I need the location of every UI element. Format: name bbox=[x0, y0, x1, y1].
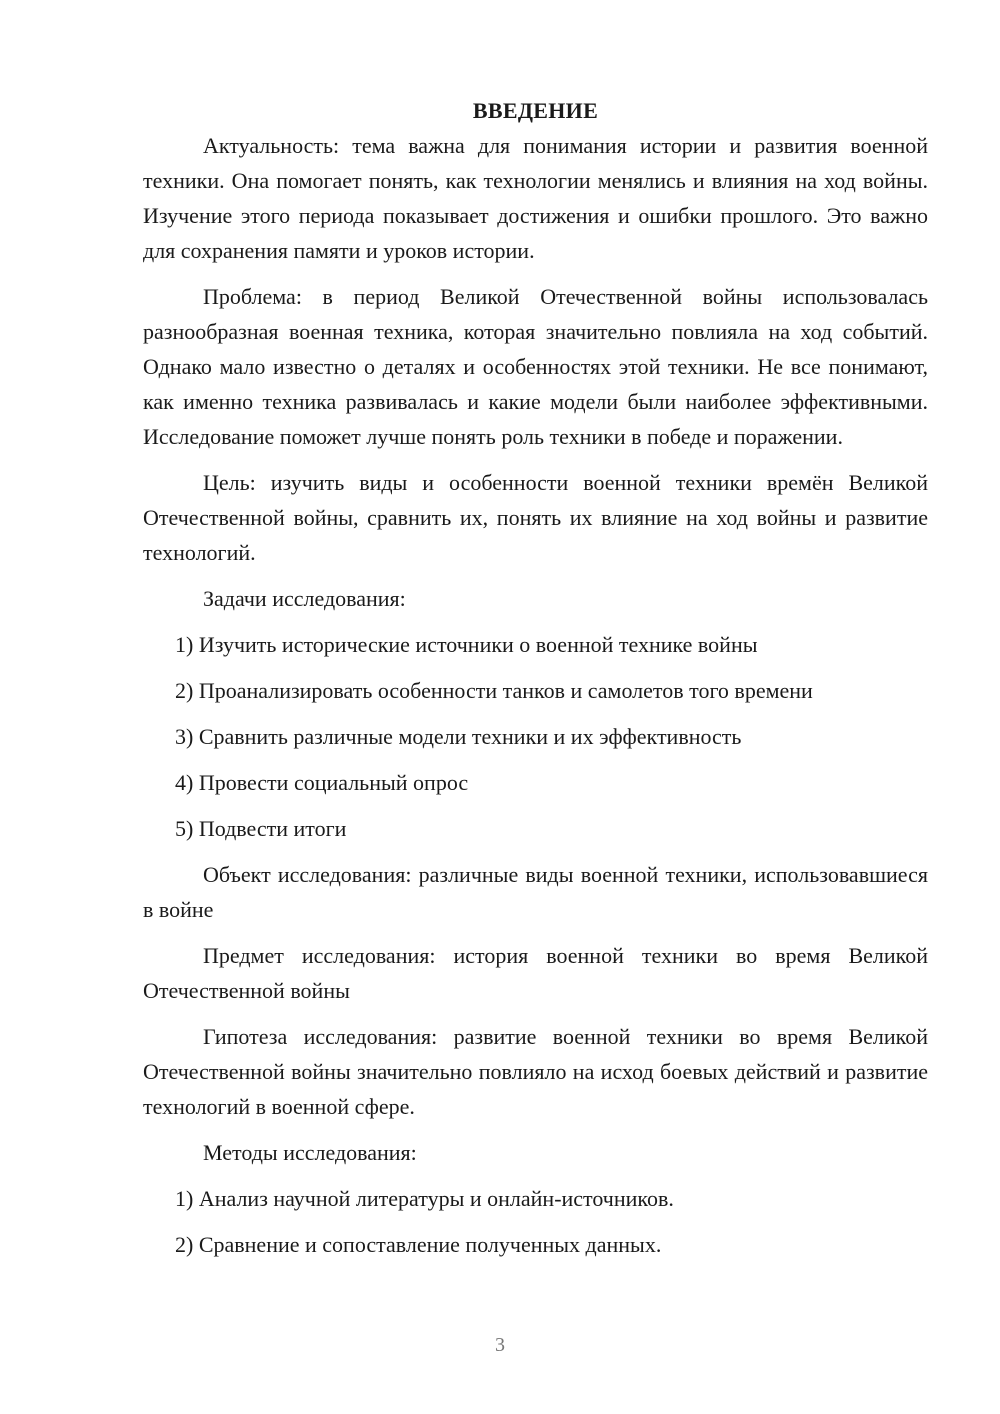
task-item: 5) Подвести итоги bbox=[175, 816, 347, 841]
page-title: ВВЕДЕНИЕ bbox=[472, 98, 599, 123]
methods-title: Методы исследования: bbox=[203, 1140, 417, 1165]
method-item: 2) Сравнение и сопоставление полученных данных. bbox=[175, 1232, 662, 1257]
problem-paragraph: Проблема: в период Великой Отечественной войны использовалась разнообразная военная техника, которая значительно повлияла на ход событий. Однако мало известно о деталях и особенностях этой техники. Не все понимают, как именно техника развивалась и какие модели были наиболее эффективными. Исследование поможет лучше понять роль техники в победе и поражении. bbox=[143, 284, 928, 449]
task-item: 2) Проанализировать особенности танков и самолетов того времени bbox=[175, 678, 813, 703]
hypothesis-paragraph: Гипотеза исследования: развитие военной техники во время Великой Отечественной войны значительно повлияло на исход боевых действий и развитие технологий в военной сфере. bbox=[143, 1024, 928, 1119]
task-item: 4) Провести социальный опрос bbox=[175, 770, 469, 795]
task-item: 1) Изучить исторические источники о военной технике войны bbox=[175, 632, 758, 657]
subject-paragraph: Предмет исследования: история военной техники во время Великой Отечественной войны bbox=[143, 943, 928, 1003]
tasks-title: Задачи исследования: bbox=[203, 586, 406, 611]
page-number: 3 bbox=[495, 1334, 505, 1356]
goal-paragraph: Цель: изучить виды и особенности военной техники времён Великой Отечественной войны, сравнить их, понять их влияние на ход войны и развитие технологий. bbox=[143, 470, 928, 565]
object-paragraph: Объект исследования: различные виды военной техники, использовавшиеся в войне bbox=[143, 862, 928, 922]
task-item: 3) Сравнить различные модели техники и их эффективность bbox=[175, 724, 742, 749]
document-page bbox=[143, 94, 928, 1273]
method-item: 1) Анализ научной литературы и онлайн-источников. bbox=[175, 1186, 674, 1211]
relevance-paragraph: Актуальность: тема важна для понимания истории и развития военной техники. Она помогает понять, как технологии менялись и влияния на ход войны. Изучение этого периода показывает достижения и ошибки прошлого. Это важно для сохранения памяти и уроков истории. bbox=[143, 133, 928, 263]
